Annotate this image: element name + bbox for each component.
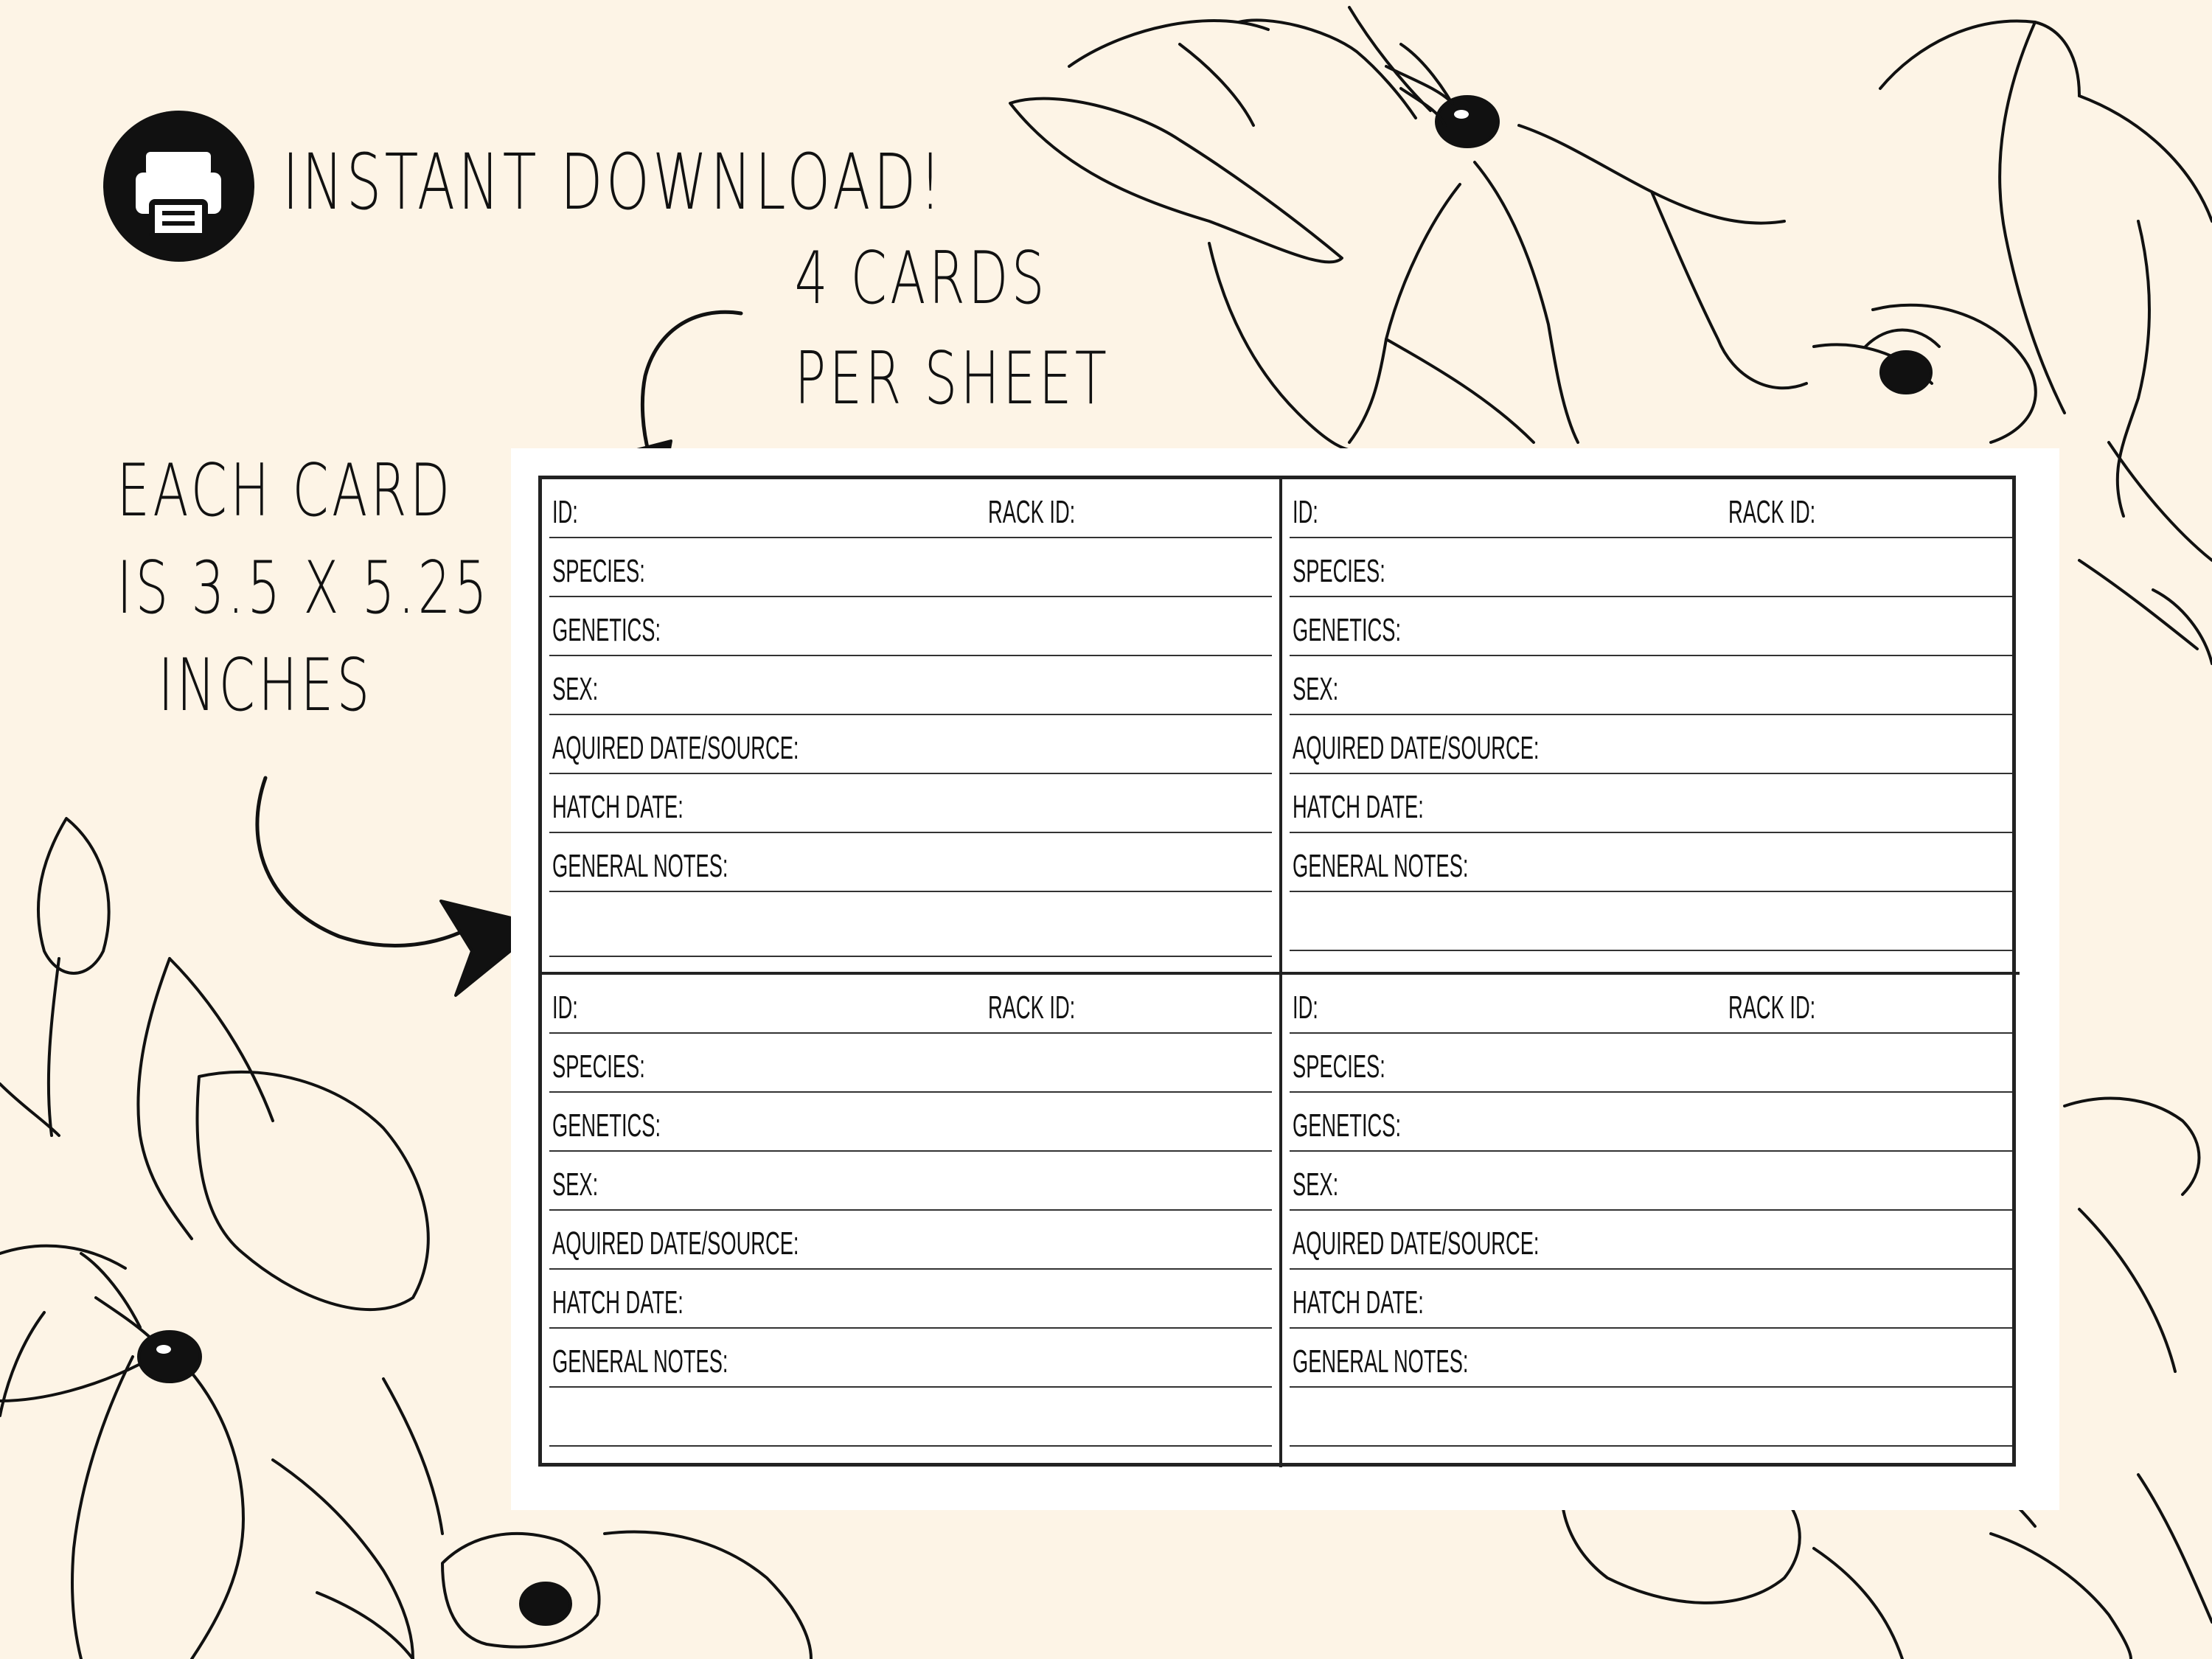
hatch-row xyxy=(549,774,1272,833)
record-card xyxy=(1281,479,2020,973)
card-size-line-1: EACH CARD xyxy=(116,449,453,533)
cards-per-sheet-text xyxy=(794,229,1110,429)
cards-per-sheet-line-2: PER SHEET xyxy=(794,337,1110,421)
hatch-row xyxy=(1290,1270,2012,1329)
notes-line xyxy=(549,892,1272,957)
printer-badge xyxy=(103,111,254,262)
species-row xyxy=(1290,538,2012,597)
notes-label: GENERAL NOTES: xyxy=(1293,848,1469,884)
hatch-row xyxy=(549,1270,1272,1329)
species-label: SPECIES: xyxy=(552,1048,645,1085)
genetics-label: GENETICS: xyxy=(552,1107,661,1144)
rack-id-label: RACK ID: xyxy=(1728,990,1816,1026)
acquired-row xyxy=(549,715,1272,774)
acquired-label: AQUIRED DATE/SOURCE: xyxy=(1293,730,1540,766)
id-label: ID: xyxy=(1293,990,1318,1026)
species-label: SPECIES: xyxy=(552,553,645,589)
genetics-label: GENETICS: xyxy=(552,612,661,648)
sex-label: SEX: xyxy=(552,671,599,707)
sex-row xyxy=(1290,656,2012,715)
species-label: SPECIES: xyxy=(1293,553,1385,589)
sex-row xyxy=(549,656,1272,715)
hatch-label: HATCH DATE: xyxy=(552,1284,684,1321)
printer-icon xyxy=(103,111,254,262)
cards-per-sheet-line-1: 4 CARDS xyxy=(794,237,1048,321)
sex-label: SEX: xyxy=(1293,1166,1339,1203)
notes-label: GENERAL NOTES: xyxy=(552,848,728,884)
notes-line xyxy=(1290,1388,2012,1447)
acquired-row xyxy=(1290,715,2012,774)
id-label: ID: xyxy=(1293,494,1318,530)
notes-row xyxy=(549,833,1272,892)
acquired-row xyxy=(1290,1211,2012,1270)
acquired-label: AQUIRED DATE/SOURCE: xyxy=(1293,1225,1540,1262)
notes-line xyxy=(1290,892,2012,951)
notes-row xyxy=(1290,1329,2012,1388)
id-label: ID: xyxy=(552,494,578,530)
record-card xyxy=(542,479,1281,973)
notes-line xyxy=(549,1388,1272,1447)
card-size-line-3: INCHES xyxy=(158,644,373,728)
hatch-label: HATCH DATE: xyxy=(1293,1284,1424,1321)
card-size-text xyxy=(116,442,491,734)
id-row xyxy=(549,479,1272,538)
id-row xyxy=(549,975,1272,1034)
rack-id-label: RACK ID: xyxy=(988,990,1076,1026)
hatch-label: HATCH DATE: xyxy=(1293,789,1424,825)
species-row xyxy=(1290,1034,2012,1093)
id-row xyxy=(1290,479,2012,538)
notes-label: GENERAL NOTES: xyxy=(1293,1343,1469,1380)
sex-row xyxy=(1290,1152,2012,1211)
notes-row xyxy=(549,1329,1272,1388)
acquired-label: AQUIRED DATE/SOURCE: xyxy=(552,730,799,766)
record-card xyxy=(542,973,1281,1467)
genetics-row xyxy=(1290,1093,2012,1152)
acquired-row xyxy=(549,1211,1272,1270)
species-row xyxy=(549,1034,1272,1093)
printable-sheet xyxy=(511,448,2059,1510)
card-grid xyxy=(538,476,2016,1467)
sex-row xyxy=(549,1152,1272,1211)
record-card xyxy=(1281,973,2020,1467)
hatch-label: HATCH DATE: xyxy=(552,789,684,825)
sex-label: SEX: xyxy=(552,1166,599,1203)
genetics-label: GENETICS: xyxy=(1293,1107,1402,1144)
id-row xyxy=(1290,975,2012,1034)
rack-id-label: RACK ID: xyxy=(988,494,1076,530)
sex-label: SEX: xyxy=(1293,671,1339,707)
rack-id-label: RACK ID: xyxy=(1728,494,1816,530)
instant-download-text: INSTANT DOWNLOAD! xyxy=(282,137,945,227)
genetics-row xyxy=(1290,597,2012,656)
id-label: ID: xyxy=(552,990,578,1026)
genetics-row xyxy=(549,1093,1272,1152)
genetics-label: GENETICS: xyxy=(1293,612,1402,648)
card-size-line-2: IS 3.5 X 5.25 xyxy=(116,546,491,630)
hatch-row xyxy=(1290,774,2012,833)
genetics-row xyxy=(549,597,1272,656)
notes-label: GENERAL NOTES: xyxy=(552,1343,728,1380)
notes-row xyxy=(1290,833,2012,892)
species-label: SPECIES: xyxy=(1293,1048,1385,1085)
acquired-label: AQUIRED DATE/SOURCE: xyxy=(552,1225,799,1262)
species-row xyxy=(549,538,1272,597)
